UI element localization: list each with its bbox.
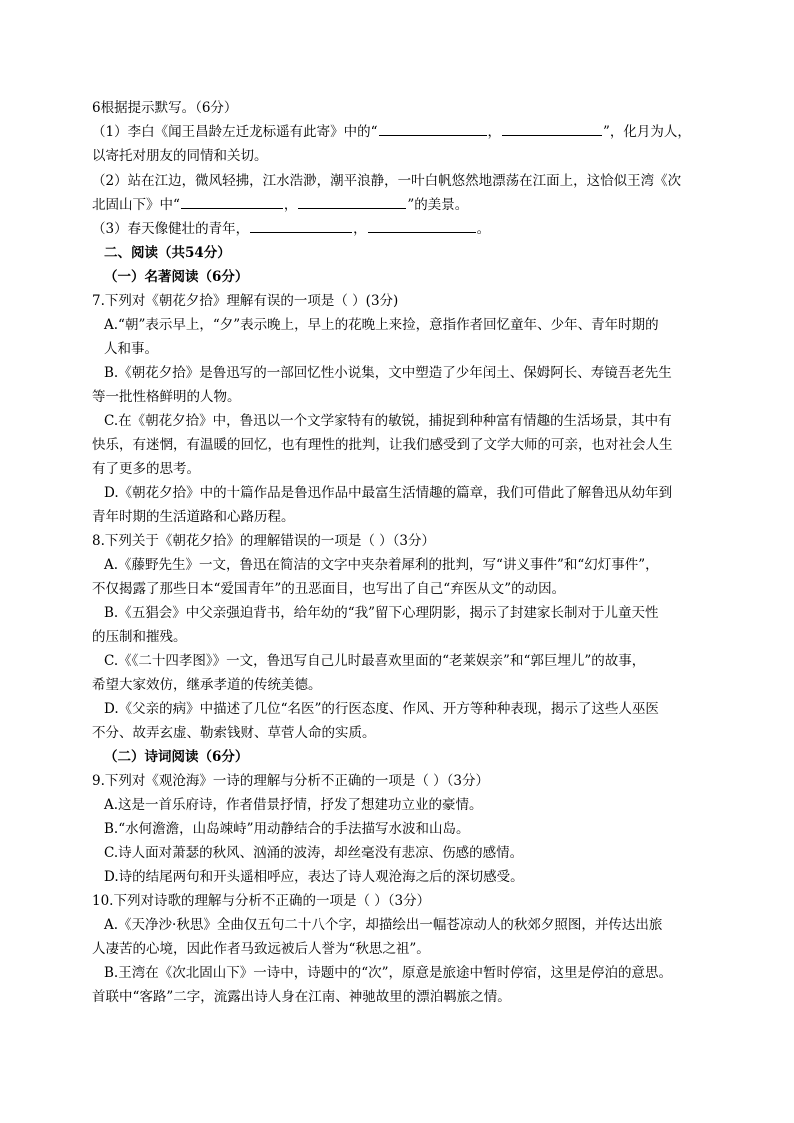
q10-option-a-line2: 人凄苦的心境，因此作者马致远被后人誉为“秋思之祖”。 <box>92 941 430 957</box>
q7-option-d-line1: D.《朝花夕拾》中的十篇作品是鲁迅作品中最富生活情趣的篇章，我们可借此了解鲁迅从幼年到 <box>104 485 673 501</box>
q10-stem: 10.下列对诗歌的理解与分析不正确的一项是（ ）（3分） <box>92 893 431 909</box>
q6-item3-end: 。 <box>476 221 491 237</box>
q7-option-a-line2: 人和事。 <box>104 341 158 357</box>
q10-option-a-line1: A.《天净沙·秋思》全曲仅五句二十八个字，却描绘出一幅苍凉动人的秋郊夕照图，并传达出旅 <box>104 917 663 933</box>
section2-part2-title: （二）诗词阅读（6分） <box>104 749 249 765</box>
q6-item3-blank1[interactable] <box>250 217 352 233</box>
q6-item3-blank2[interactable] <box>368 217 476 233</box>
q10-option-b-line2: 首联中“客路”二字，流露出诗人身在江南、神驰故里的漂泊羁旅之情。 <box>92 989 511 1005</box>
q6-item2-tail: ”的美景。 <box>407 197 469 213</box>
q6-item1-tail: ”，化月为人， <box>603 124 691 140</box>
q8-option-c-line2: 希望大家效仿，继承孝道的传统美德。 <box>92 677 322 693</box>
q7-option-b-line2: 等一批性格鲜明的人物。 <box>92 389 241 405</box>
q6-item2-blank1[interactable] <box>181 193 283 209</box>
q7-option-c-line3: 有了更多的思考。 <box>92 461 200 477</box>
q6-item1-sep: ， <box>487 124 501 140</box>
q8-option-d-line1: D.《父亲的病》中描述了几位“名医”的行医态度、作风、开方等种种表现，揭示了这些人巫医 <box>104 701 659 717</box>
q10-option-b-line1: B.王湾在《次北固山下》一诗中，诗题中的“次”，原意是旅途中暂时停宿，这里是停泊的意思。 <box>104 965 673 981</box>
q8-option-a-line2: 不仅揭露了那些日本“爱国青年”的丑恶面目，也写出了自己“弃医从文”的动因。 <box>92 581 566 597</box>
q8-option-a-line1: A.《藤野先生》一文，鲁迅在简洁的文字中夹杂着犀利的批判，写“讲义事件”和“幻灯事件”， <box>104 557 659 573</box>
q6-item2-line1: （2）站在江边，微风轻拂，江水浩渺，潮平浪静，一叶白帆悠然地漂荡在江面上，这恰似王湾《次 <box>92 173 682 189</box>
q9-option-c: C.诗人面对萧瑟的秋风、汹涌的波涛，却丝毫没有悲凉、伤感的感情。 <box>104 845 524 861</box>
q9-option-d: D.诗的结尾两句和开头遥相呼应，表达了诗人观沧海之后的深切感受。 <box>104 869 524 885</box>
section2-part1-title: （一）名著阅读（6分） <box>104 269 249 285</box>
q9-option-b: B.“水何澹澹，山岛竦峙”用动静结合的手法描写水波和山岛。 <box>104 821 470 837</box>
q6-item3-text: （3）春天像健壮的青年， <box>92 221 250 237</box>
q6-item3-sep: ， <box>353 221 367 237</box>
q6-title: 6根据提示默写。（6分） <box>92 100 238 116</box>
q6-item1-blank1[interactable] <box>379 120 487 136</box>
q7-option-d-line2: 青年时期的生活道路和心路历程。 <box>92 509 295 525</box>
q8-option-c-line1: C.《《二十四孝图》》一文，鲁迅写自己儿时最喜欢里面的“老莱娱亲”和“郭巨埋儿”的故事， <box>104 653 646 669</box>
q8-stem: 8.下列关于《朝花夕拾》的理解错误的一项是（ ）（3分） <box>92 533 436 549</box>
q6-item2-sep: ， <box>283 197 298 213</box>
q6-item2-line2 <box>92 193 468 217</box>
q9-stem: 9.下列对《观沧海》一诗的理解与分析不正确的一项是（ ）（3分） <box>92 773 490 789</box>
q7-option-a-line1: A.“朝”表示早上，“夕”表示晚上，早上的花晚上来捡，意指作者回忆童年、少年、青年时期的 <box>104 317 659 333</box>
q7-option-c-line1: C.在《朝花夕拾》中，鲁迅以一个文学家特有的敏锐，捕捉到种种富有情趣的生活场景，其中有 <box>104 413 672 429</box>
q8-option-b-line2: 的压制和摧残。 <box>92 629 187 645</box>
q6-item1-line2: 以寄托对朋友的同情和关切。 <box>92 148 268 164</box>
q6-item1-line1 <box>92 120 691 144</box>
q7-option-c-line2: 快乐，有迷惘，有温暖的回忆，也有理性的批判，让我们感受到了文学大师的可亲，也对社会人生 <box>92 437 673 453</box>
q6-item2-text: 北固山下》中“ <box>92 197 180 213</box>
q7-stem: 7.下列对《朝花夕拾》理解有误的一项是（ ）(3分) <box>92 293 399 309</box>
q7-option-b-line1: B.《朝花夕拾》是鲁迅写的一部回忆性小说集，文中塑造了少年闰土、保姆阿长、寿镜吾老先生 <box>104 365 672 381</box>
q8-option-b-line1: B.《五猖会》中父亲强迫背书，给年幼的“我”留下心理阴影，揭示了封建家长制对于儿童天性 <box>104 605 659 621</box>
q8-option-d-line2: 不分、故弄玄虚、勒索钱财、草菅人命的实质。 <box>92 725 376 741</box>
q6-item1-text: （1）李白《闻王昌龄左迁龙标遥有此寄》中的“ <box>92 124 378 140</box>
q6-item3 <box>92 217 490 241</box>
q9-option-a: A.这是一首乐府诗，作者借景抒情，抒发了想建功立业的豪情。 <box>104 797 483 813</box>
q6-item2-blank2[interactable] <box>298 193 406 209</box>
section2-title: 二、阅读（共54分） <box>104 245 231 261</box>
q6-item1-blank2[interactable] <box>502 120 602 136</box>
